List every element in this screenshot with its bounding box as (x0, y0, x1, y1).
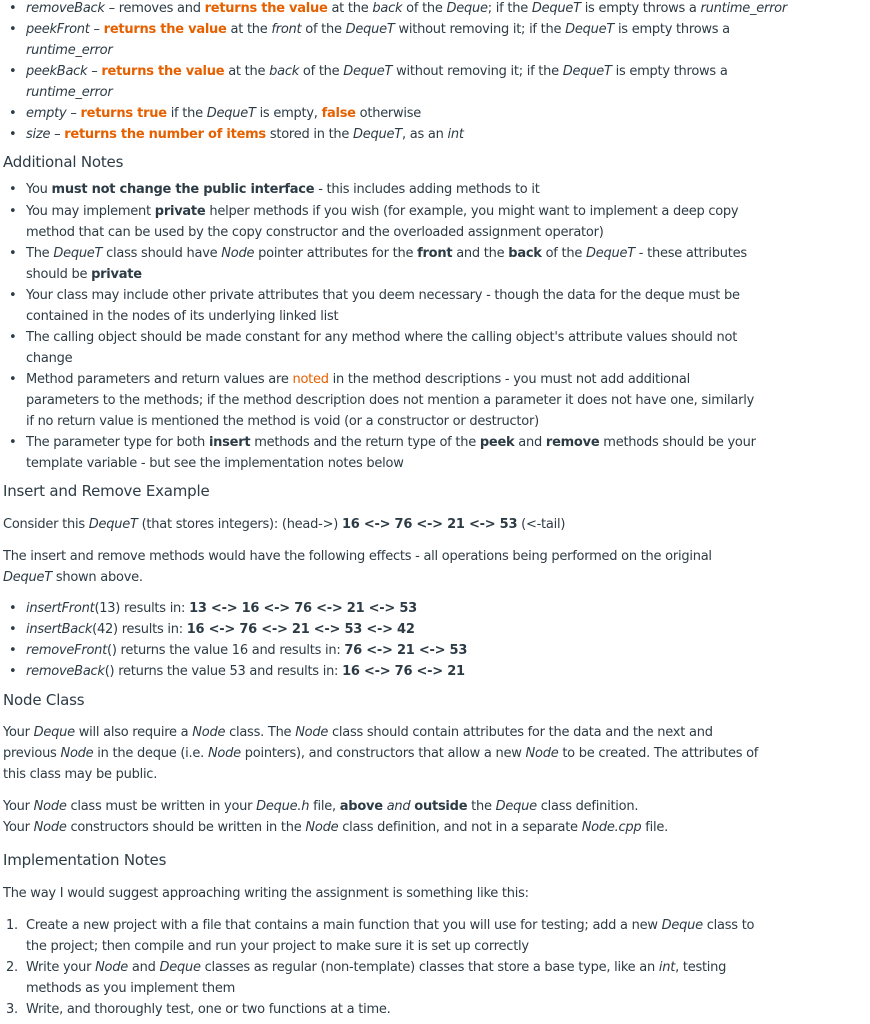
bullet: • (9, 246, 17, 261)
method-peekFront: peekFront – returns the value at the front of the DequeT without removing it; if the DequeT is empty throws a runtime_error (26, 22, 730, 58)
example-effects: The insert and remove methods would have the following effects - all operations being performed on the original DequeT shown above. (3, 549, 712, 585)
example-op: removeBack() returns the value 53 and results in: 16 <-> 76 <-> 21 (26, 664, 465, 679)
step-number: 1. (6, 918, 18, 933)
step-number: 3. (6, 1002, 18, 1017)
method-peekBack: peekBack – returns the value at the back of the DequeT without removing it; if the DequeT is empty throws a runtime_error (26, 64, 728, 100)
note-6: Method parameters and return values are noted in the method descriptions - you must not add additional parameters to the methods; if the method description does not mention a parameter it does not have one, similarly if no return value is mentioned the method is void (or a constructor or destructor) (26, 372, 755, 429)
note-7: The parameter type for both insert methods and the return type of the peek and remove methods should be your template variable - but see the implementation notes below (26, 435, 756, 471)
heading-node-class: Node Class (3, 691, 85, 709)
bullet: • (9, 372, 17, 387)
bullet: • (9, 106, 17, 121)
heading-additional-notes: Additional Notes (3, 153, 124, 171)
bullet: • (9, 22, 17, 37)
bullet: • (9, 182, 17, 197)
bullet: • (9, 643, 17, 658)
example-op: removeFront() returns the value 16 and results in: 76 <-> 21 <-> 53 (26, 643, 468, 658)
step-number: 2. (6, 960, 18, 975)
method-empty: empty – returns true if the DequeT is empty, false otherwise (26, 106, 422, 121)
note-2: You may implement private helper methods if you wish (for example, you might want to implement a deep copy method that can be used by the copy constructor and the overloaded assignment operator) (26, 204, 739, 240)
impl-step-1: Create a new project with a file that contains a main function that you will use for testing; add a new Deque class to the project; then compile and run your project to make sure it is set up correctly (26, 918, 755, 954)
bullet: • (9, 127, 17, 142)
bullet: • (9, 288, 17, 303)
note-1: You must not change the public interface - this includes adding methods to it (26, 182, 540, 197)
note-4: Your class may include other private attributes that you deem necessary - though the data for the deque must be contained in the nodes of its underlying linked list (26, 288, 740, 324)
bullet: • (9, 435, 17, 450)
impl-step-3: Write, and thoroughly test, one or two functions at a time. (26, 1002, 391, 1017)
bullet: • (9, 64, 17, 79)
impl-step-2: Write your Node and Deque classes as regular (non-template) classes that store a base type, like an int, testing methods as you implement them (26, 960, 727, 996)
method-removeBack: removeBack – removes and returns the value at the back of the Deque; if the DequeT is empty throws a runtime_error (26, 1, 787, 16)
heading-insert-remove-example: Insert and Remove Example (3, 482, 210, 500)
note-5: The calling object should be made constant for any method where the calling object's attribute values should not change (26, 330, 738, 366)
bullet: • (9, 664, 17, 679)
example-consider: Consider this DequeT (that stores integers): (head->) 16 <-> 76 <-> 21 <-> 53 (<-tail) (3, 517, 566, 532)
bullet: • (9, 622, 17, 637)
node-class-paragraph-1: Your Deque will also require a Node class. The Node class should contain attributes for the data and the next and previous Node in the deque (i.e. Node pointers), and constructors that allow a new Node to be created. The attributes of this class may be public. (3, 725, 759, 782)
example-op: insertBack(42) results in: 16 <-> 76 <-> 21 <-> 53 <-> 42 (26, 622, 415, 637)
bullet: • (9, 601, 17, 616)
node-class-paragraph-2: Your Node class must be written in your Deque.h file, above and outside the Deque class definition. Your Node constructors should be written in the Node class definition, and not in a separate Node.cpp file. (3, 799, 668, 835)
example-op: insertFront(13) results in: 13 <-> 16 <-> 76 <-> 21 <-> 53 (26, 601, 417, 616)
bullet: • (9, 204, 17, 219)
bullet: • (9, 330, 17, 345)
heading-implementation-notes: Implementation Notes (3, 851, 167, 869)
impl-intro: The way I would suggest approaching writing the assignment is something like this: (3, 886, 529, 901)
bullet: • (9, 1, 17, 16)
note-3: The DequeT class should have Node pointer attributes for the front and the back of the DequeT - these attributes should be private (26, 246, 747, 282)
method-size: size – returns the number of items stored in the DequeT, as an int (26, 127, 464, 142)
